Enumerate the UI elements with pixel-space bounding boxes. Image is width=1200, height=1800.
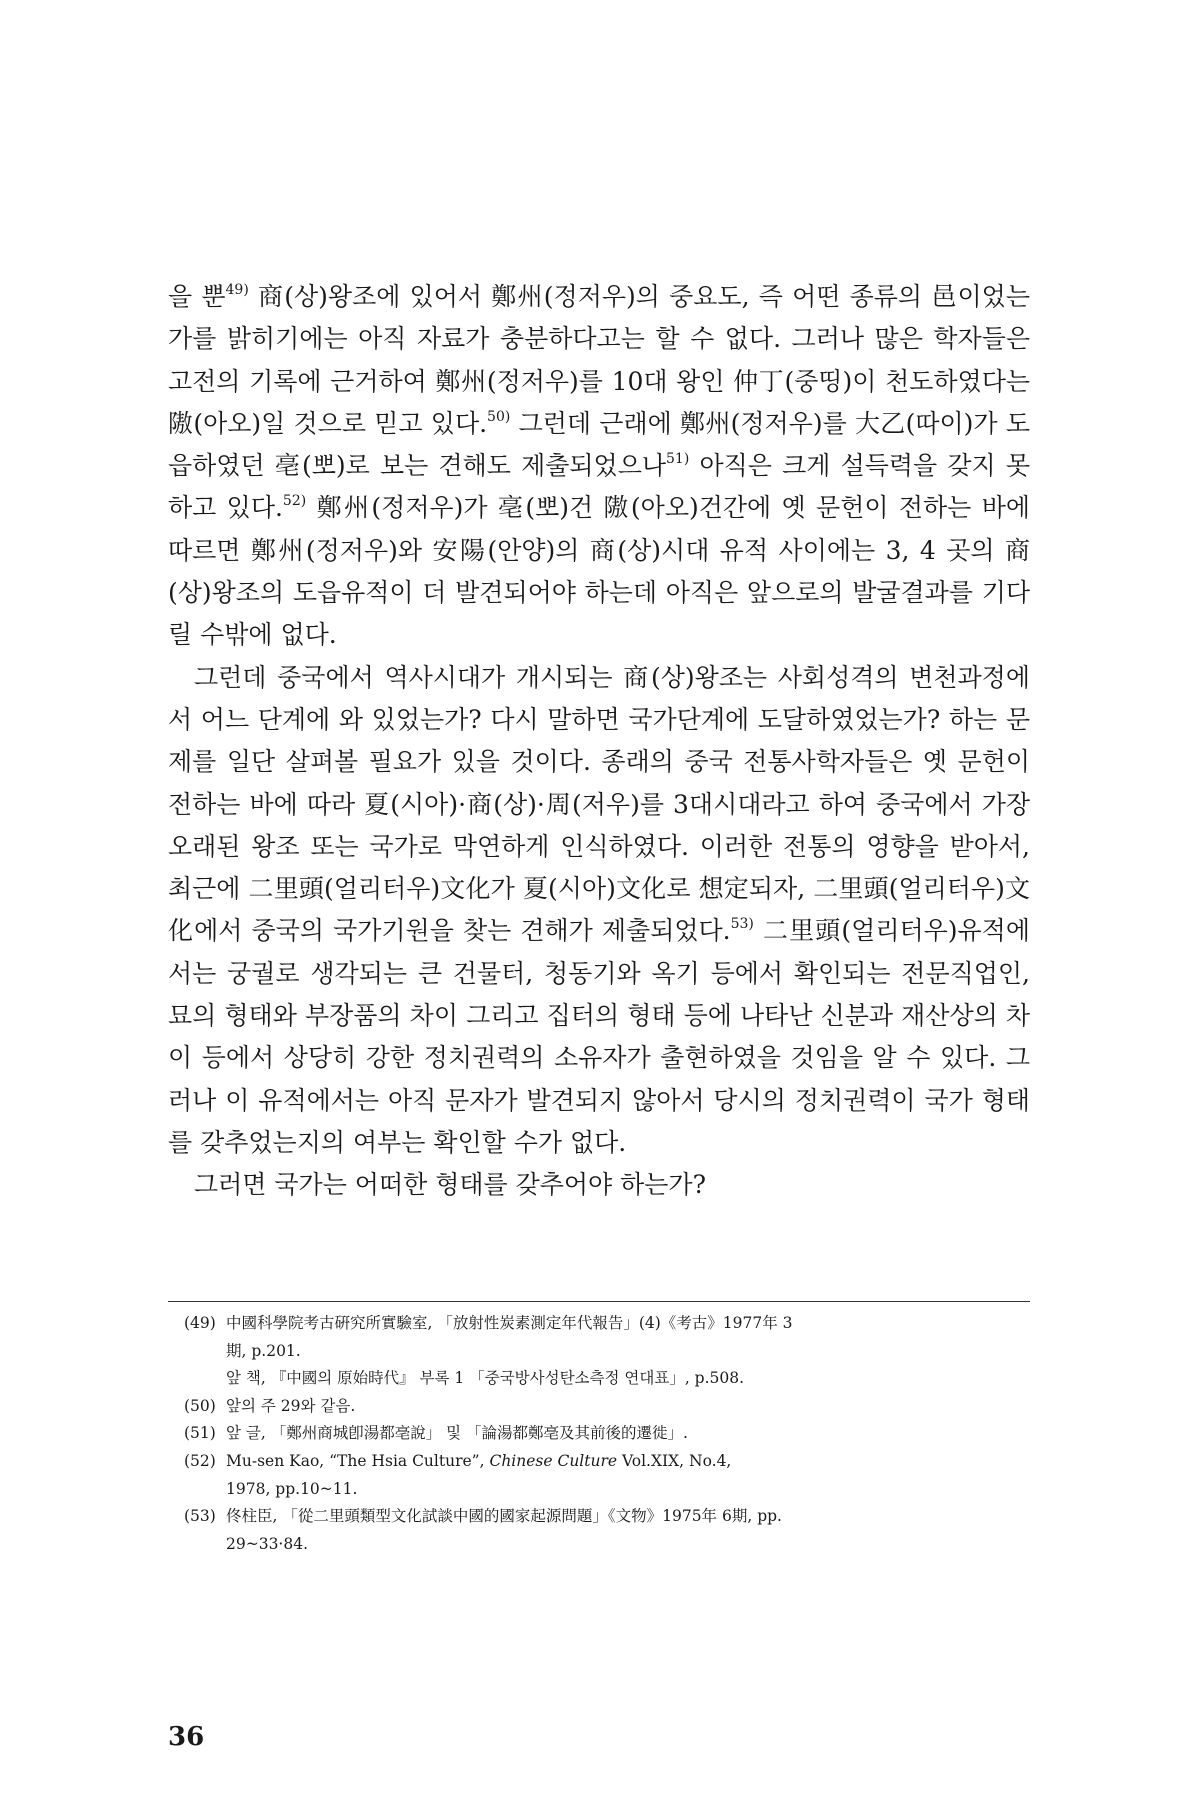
footnote-49 <box>184 1310 1030 1338</box>
footnote-number: (52) <box>184 1451 216 1470</box>
footnote-text: 佟柱臣, 「從二里頭類型文化試談中國的國家起源問題」《文物》1975年 6期, pp. <box>226 1507 782 1526</box>
paragraph-1: 을 뿐$^{49)}$ 商(상)왕조에 있어서 鄭州(정저우)의 중요도, 즉 어떤 종류의 邑이었는가를 밝히기에는 아직 자료가 충분하다고는 할 수 없다. 그러나 많은 학자들은 고전의 기록에 근거하여 鄭州(정저우)를 10대 왕인 仲丁(중띵)이 천도하였다는 隞(아오)일 것으로 믿고 있다.$^{50)}$ 그런데 근래에 鄭州(정저우)를 大乙(따이)가 도읍하였던 亳(뽀)로 보는 견해도 제출되었으나$^{51)}$ 아직은 크게 설득력을 갖지 못하고 있다.$^{52)}$ 鄭州(정저우)가 亳(뽀)건 隞(아오)건간에 옛 문헌이 전하는 바에 따르면 鄭州(정저우)와 安陽(안양)의 商(상)시대 유적 사이에는 3, 4 곳의 商(상)왕조의 도읍유적이 더 발견되어야 하는데 아직은 앞으로의 발굴결과를 기다릴 수밖에 없다. <box>168 281 1030 650</box>
footnote-text: 中國科學院考古硏究所實驗室, 「放射性炭素測定年代報告」(4)《考古》1977年 3 <box>226 1314 793 1332</box>
footnote-text: 앞의 주 29와 같음. <box>226 1396 356 1415</box>
footnote-50 <box>184 1393 1030 1421</box>
paragraph-3: 그러면 국가는 어떠한 형태를 갖추어야 하는가? <box>194 1170 706 1200</box>
paragraph-2: 그런데 중국에서 역사시대가 개시되는 商(상)왕조는 사회성격의 변천과정에서 어느 단계에 와 있었는가? 다시 말하면 국가단계에 도달하였었는가? 하는 문제를 일단 살펴볼 필요가 있을 것이다. 종래의 중국 전통사학자들은 옛 문헌이 전하는 바에 따라 夏(시아)·商(상)·周(저우)를 3대시대라고 하여 중국에서 가장 오래된 왕조 또는 국가로 막연하게 인식하였다. 이러한 전통의 영향을 받아서, 최근에 二里頭(얼리터우)文化가 夏(시아)文化로 想定되자, 二里頭(얼리터우)文化에서 중국의 국가기원을 찾는 견해가 제출되었다.$^{53)}$ 二里頭(얼리터우)유적에서는 궁궐로 생각되는 큰 건물터, 청동기와 옥기 등에서 확인되는 전문직업인, 묘의 형태와 부장품의 차이 그리고 집터의 형태 등에 나타난 신분과 재산상의 차이 등에서 상당히 강한 정치권력의 소유자가 출현하였을 것임을 알 수 있다. 그러나 이 유적에서는 아직 문자가 발견되지 않아서 당시의 정치권력이 국가 형태를 갖추었는지의 여부는 확인할 수가 없다. <box>168 662 1030 1157</box>
footnote-number: (50) <box>184 1396 216 1415</box>
footnote-52 <box>184 1448 1030 1476</box>
footnote-number: (53) <box>184 1507 216 1526</box>
footnote-ref-51[interactable]: 51) <box>666 450 690 467</box>
footnote-ref-50[interactable]: 50) <box>487 408 511 425</box>
footnote-text: Mu-sen Kao, “The Hsia Culture”, Chinese Culture Vol.XIX, No.4, <box>226 1451 732 1470</box>
footnotes <box>184 1310 1030 1558</box>
footnote-continuation: 1978, pp.10~11. <box>226 1479 358 1498</box>
footnote-text: 앞 글, 「鄭州商城卽湯都亳說」 및 「論湯都鄭亳及其前後的遷徙」. <box>226 1424 688 1443</box>
footnote-number: (51) <box>184 1424 216 1443</box>
footnote-ref-49[interactable]: 49) <box>225 281 249 298</box>
footnote-51 <box>184 1420 1030 1448</box>
body-text <box>168 276 1030 1207</box>
footnote-continuation: 期, p.201. <box>226 1341 301 1360</box>
footnote-53 <box>184 1503 1030 1531</box>
footnote-ref-53[interactable]: 53) <box>730 916 754 933</box>
footnote-sub-entry: 앞 책, 『中國의 原始時代』 부록 1 「중국방사성탄소측정 연대표」, p.508. <box>226 1369 745 1388</box>
footnote-ref-52[interactable]: 52) <box>282 493 307 510</box>
footnote-divider <box>168 1301 1030 1302</box>
journal-title: Chinese Culture <box>489 1451 618 1470</box>
footnote-continuation: 29~33·84. <box>226 1534 309 1553</box>
page-number: 36 <box>168 1722 205 1752</box>
footnote-number: (49) <box>184 1314 216 1332</box>
